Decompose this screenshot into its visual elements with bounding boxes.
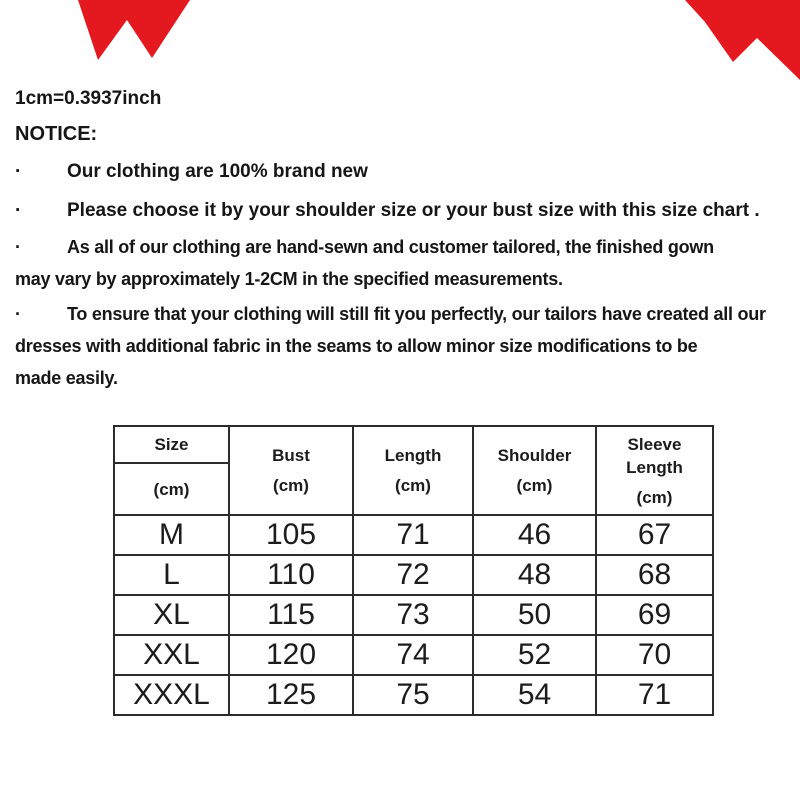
notice-text: To ensure that your clothing will still fit you perfectly, our tailors have created all our <box>67 304 766 324</box>
bullet-icon: · <box>15 200 22 221</box>
cell-bust: 105 <box>229 515 353 555</box>
cell-shoulder: 48 <box>473 555 596 595</box>
size-chart-table <box>113 425 714 716</box>
notice-text: Please choose it by your shoulder size or your bust size with this size chart . <box>67 200 760 221</box>
notice-item-choose-size <box>15 195 794 227</box>
notice-text: dresses with additional fabric in the seams to allow minor size modifications to be <box>15 336 698 356</box>
column-unit: (cm) <box>273 476 309 495</box>
notice-text: made easily. <box>15 368 118 388</box>
column-label: Bust <box>272 446 310 465</box>
cell-length: 72 <box>353 555 473 595</box>
cell-sleeve: 68 <box>596 555 713 595</box>
cell-size: XXXL <box>114 675 229 715</box>
bullet-icon: · <box>15 304 21 324</box>
cell-sleeve: 70 <box>596 635 713 675</box>
notice-line <box>15 156 794 188</box>
cell-bust: 115 <box>229 595 353 635</box>
cell-sleeve: 71 <box>596 675 713 715</box>
column-unit: (cm) <box>516 476 553 495</box>
cell-sleeve: 67 <box>596 515 713 555</box>
cell-size: M <box>114 515 229 555</box>
cell-shoulder: 52 <box>473 635 596 675</box>
table-row-m <box>114 515 713 555</box>
table-row-xl <box>114 595 713 635</box>
cell-bust: 125 <box>229 675 353 715</box>
cell-size: L <box>114 555 229 595</box>
cell-size: XL <box>114 595 229 635</box>
cell-shoulder: 46 <box>473 515 596 555</box>
cell-sleeve: 69 <box>596 595 713 635</box>
column-unit: (cm) <box>636 487 673 507</box>
bullet-icon: · <box>15 161 22 182</box>
column-unit: (cm) <box>153 479 190 499</box>
unit-conversion-note: 1cm=0.3937inch <box>15 88 162 109</box>
column-header-length <box>353 426 473 515</box>
header-decorations <box>0 0 800 90</box>
column-label: Size <box>154 435 189 454</box>
notice-item-brand-new <box>15 156 794 188</box>
column-header-size-unit <box>114 463 229 515</box>
notice-text: As all of our clothing are hand-sewn and customer tailored, the finished gown <box>67 237 714 257</box>
notice-item-hand-sewn <box>15 231 794 295</box>
size-chart-header <box>114 426 713 515</box>
column-header-sleeve-length <box>596 426 713 515</box>
cell-bust: 120 <box>229 635 353 675</box>
column-label: Shoulder <box>497 446 572 465</box>
notice-line <box>15 330 794 362</box>
notice-text: Our clothing are 100% brand new <box>67 161 368 182</box>
red-ribbon-decoration-right <box>685 0 800 80</box>
column-header-shoulder <box>473 426 596 515</box>
bullet-icon: · <box>15 237 21 257</box>
cell-size: XXL <box>114 635 229 675</box>
column-label: Sleeve Length <box>626 434 683 477</box>
notice-heading: NOTICE: <box>15 123 98 145</box>
column-header-size <box>114 426 229 463</box>
table-row-xxl <box>114 635 713 675</box>
notice-line <box>15 231 794 263</box>
column-label: Length <box>384 446 442 465</box>
notice-item-seam-fabric <box>15 298 794 394</box>
notice-line <box>15 195 794 227</box>
cell-length: 75 <box>353 675 473 715</box>
cell-bust: 110 <box>229 555 353 595</box>
table-row-xxxl <box>114 675 713 715</box>
cell-length: 71 <box>353 515 473 555</box>
notice-line <box>15 263 794 295</box>
notice-line <box>15 362 794 394</box>
notice-text: may vary by approximately 1-2CM in the specified measurements. <box>15 269 563 289</box>
cell-length: 73 <box>353 595 473 635</box>
cell-shoulder: 54 <box>473 675 596 715</box>
size-chart-body <box>114 515 713 715</box>
red-ribbon-decoration-left <box>78 0 190 60</box>
cell-length: 74 <box>353 635 473 675</box>
cell-shoulder: 50 <box>473 595 596 635</box>
notice-line <box>15 298 794 330</box>
column-unit: (cm) <box>395 476 431 495</box>
table-row-l <box>114 555 713 595</box>
column-header-bust <box>229 426 353 515</box>
